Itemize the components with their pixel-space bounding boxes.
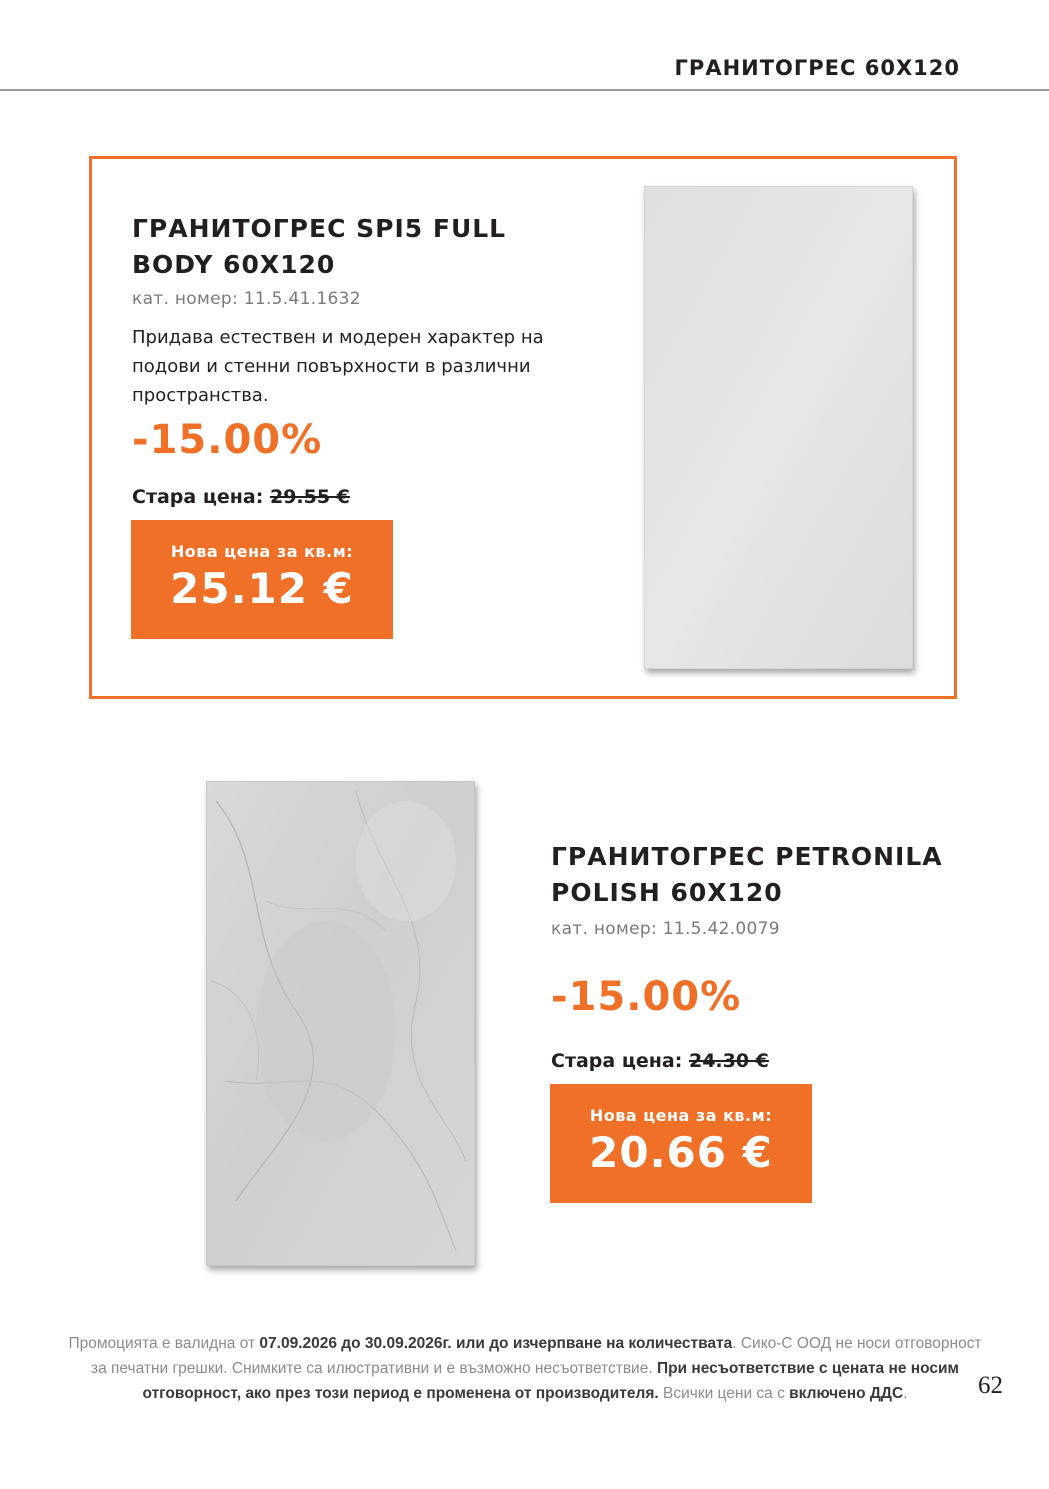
product-2-new-price-box [550, 1084, 812, 1203]
disclaimer-bold-text: При несъответствие с цената не носим [656, 1360, 959, 1377]
promo-disclaimer [40, 1331, 1010, 1406]
page-number: 62 [978, 1372, 1003, 1399]
product-2-name-line1: ГРАНИТОГРЕС PETRONILA [551, 842, 943, 871]
product-2-discount: -15.00% [551, 974, 742, 1020]
new-price-label: Нова цена за кв.м: [589, 1106, 773, 1125]
new-price-value: 20.66 € [589, 1128, 773, 1177]
product-1-old-price [132, 486, 350, 508]
product-1-description [132, 323, 544, 410]
product-2-name [551, 839, 943, 911]
disclaimer-text: . [903, 1385, 908, 1402]
catalog-label: кат. номер: [132, 289, 239, 309]
new-price-label: Нова цена за кв.м: [170, 542, 354, 561]
description-line: пространства. [132, 385, 269, 406]
product-1-name [132, 211, 506, 283]
old-price-value: 29.55 € [269, 486, 350, 508]
disclaimer-text: Промоцията е валидна от [68, 1335, 260, 1352]
disclaimer-text: . Сико-С ООД не носи отговорност [732, 1335, 982, 1352]
product-1-catalog-number [132, 289, 361, 309]
grey-marble-tile-icon [206, 781, 475, 1266]
product-1-name-line2: BODY 60X120 [132, 250, 336, 279]
page-header-title: ГРАНИТОГРЕС 60Х120 [674, 56, 960, 80]
plain-light-grey-tile-icon [644, 186, 913, 669]
product-2-catalog-number [551, 919, 780, 939]
catalog-number-value: 11.5.42.0079 [662, 919, 780, 939]
product-1-discount: -15.00% [132, 417, 323, 463]
description-line: подови и стенни повърхности в различни [132, 356, 531, 377]
product-2-old-price [551, 1050, 769, 1072]
old-price-value: 24.30 € [688, 1050, 769, 1072]
product-1-new-price-box [131, 520, 393, 639]
description-line: Придава естествен и модерен характер на [132, 327, 544, 348]
old-price-label: Стара цена: [551, 1050, 683, 1072]
catalog-label: кат. номер: [551, 919, 658, 939]
header-divider [0, 89, 1049, 91]
disclaimer-bold-text: отговорност, ако през този период е променена от производителя. [142, 1385, 659, 1402]
disclaimer-vat-note: включено ДДС [789, 1385, 904, 1402]
disclaimer-text: за печатни грешки. Снимките са илюстративни и е възможно несъответствие. [91, 1360, 657, 1377]
product-1-name-line1: ГРАНИТОГРЕС SPI5 FULL [132, 214, 507, 243]
disclaimer-text: Всички цени са с [658, 1385, 790, 1402]
new-price-value: 25.12 € [170, 564, 354, 613]
old-price-label: Стара цена: [132, 486, 264, 508]
disclaimer-validity-period: 07.09.2026 до 30.09.2026г. или до изчерпване на количествата [259, 1335, 733, 1352]
catalog-number-value: 11.5.41.1632 [243, 289, 361, 309]
product-2-name-line2: POLISH 60X120 [551, 878, 783, 907]
